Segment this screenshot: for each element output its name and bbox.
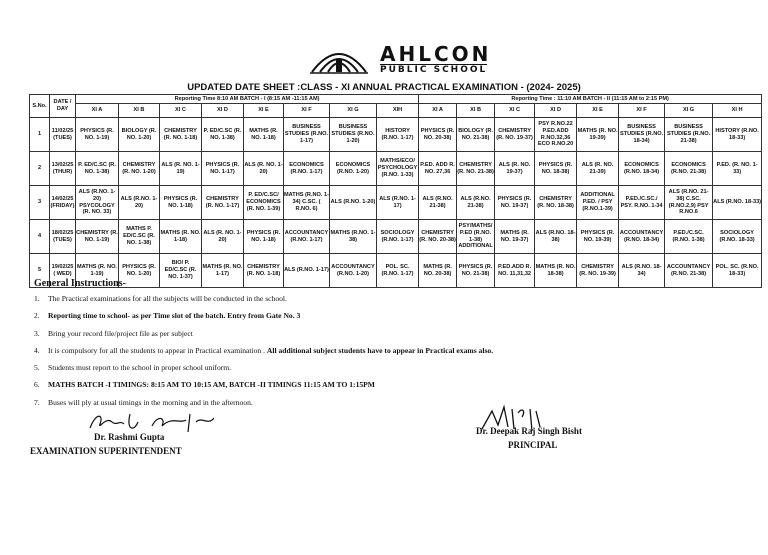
instruction-item — [34, 310, 734, 327]
superintendent-name: Dr. Rashmi Gupta — [94, 432, 165, 442]
exam-cell: CHEMISTRY (R. NO. 1-18) — [244, 254, 284, 288]
instruction-number: 2. — [34, 311, 40, 321]
exam-cell: ALS (R. NO. 1- 20) — [202, 220, 244, 254]
section-header: XI E — [244, 104, 284, 118]
section-header: XI A — [419, 104, 457, 118]
exam-cell: ALS (R.NO. 1-20) — [119, 186, 160, 220]
row-sno: 4 — [30, 220, 50, 254]
instruction-item — [34, 379, 734, 396]
instruction-text: Bring your record file/project file as per subject — [48, 328, 193, 338]
exam-cell: BUSINESS STUDIES (R.NO. 1-17) — [284, 118, 330, 152]
exam-cell: MATHS/ECO/ PSYCHOLOGY (R.NO. 1-33) — [377, 152, 419, 186]
exam-cell: ALS (R.NO. 1-20) — [330, 186, 377, 220]
exam-cell: ACCOUNTANCY (R.NO. 21-38) — [665, 254, 713, 288]
exam-cell: PHYSICS (R. NO. 19-37) — [495, 186, 535, 220]
exam-cell: PHYSICS (R. NO. 21-38) — [457, 254, 495, 288]
exam-cell: BIO/ P. ED/C.SC (R. NO. 1-37) — [160, 254, 202, 288]
exam-cell: ECONOMICS (R.NO. 1-20) — [330, 152, 377, 186]
exam-cell: P. ED/C.SC (R. NO. 1-38) — [202, 118, 244, 152]
exam-cell: PSY/MATHS/ P.ED (R.NO. 1-38) ADDITIONAL — [457, 220, 495, 254]
exam-cell: ALS (R. NO. 21-39) — [577, 152, 619, 186]
exam-cell: BUSINESS STUDIES (R.NO. 1-20) — [330, 118, 377, 152]
exam-cell: ALS (R.NO. 21-38) — [457, 186, 495, 220]
exam-cell: BIOLOGY (R. NO. 1-20) — [119, 118, 160, 152]
exam-cell: SOCIOLOGY (R.NO. 18-33) — [713, 220, 762, 254]
exam-cell: P. ED/C.SC (R. NO. 1-38) — [76, 152, 119, 186]
batch2-timing: Reporting Time : 11:10 AM BATCH - II (11:15 AM to 2:15 PM) — [419, 95, 762, 104]
exam-cell: PSY R.NO.22 P.ED.ADD R.NO.32,36 ECO R.NO.20 — [535, 118, 577, 152]
exam-cell: HISTORY (R.NO. 18-33) — [713, 118, 762, 152]
exam-cell: CHEMISTRY (R. NO. 1-19) — [76, 220, 119, 254]
exam-cell: CHEMISTRY (R. NO. 1-20) — [119, 152, 160, 186]
exam-cell: P.ED./C.SC. (R.NO. 1-38) — [665, 220, 713, 254]
exam-cell: ALS (R. NO. 19-37) — [495, 152, 535, 186]
section-header: XI D — [202, 104, 244, 118]
exam-cell: ECONOMICS (R.NO. 21-38) — [665, 152, 713, 186]
section-header: XI C — [495, 104, 535, 118]
exam-cell: MATHS (R. NO. 19-37) — [495, 220, 535, 254]
section-header: XI G — [665, 104, 713, 118]
instruction-number: 5. — [34, 363, 40, 373]
exam-cell: MATHS (R. NO. 19-39) — [577, 118, 619, 152]
exam-cell: MATHS (R. NO. 18-38) — [535, 254, 577, 288]
instruction-text: Buses will ply at usual timings in the morning and in the afternoon. — [48, 397, 253, 407]
instruction-number: 1. — [34, 294, 40, 303]
exam-cell: BUSINESS STUDIES (R.NO. 18-34) — [619, 118, 665, 152]
section-header: XI A — [76, 104, 119, 118]
instruction-item — [34, 362, 734, 379]
instruction-item — [34, 293, 734, 310]
general-instructions — [34, 278, 734, 414]
row-sno: 2 — [30, 152, 50, 186]
exam-cell: MATHS (R. NO. 20-38) — [419, 254, 457, 288]
exam-cell: ALS (R.NO. 21-38) C.SC.(R.NO.2,9) PSY R.NO.6 — [665, 186, 713, 220]
exam-cell: ECONOMICS (R.NO. 18-34) — [619, 152, 665, 186]
exam-cell: CHEMISTRY (R. NO. 19-37) — [495, 118, 535, 152]
exam-cell: PHYSICS (R. NO. 1-20) — [119, 254, 160, 288]
exam-cell: P.ED./C.SC./ PSY. R.NO. 1-34 — [619, 186, 665, 220]
exam-cell: SOCIOLOGY (R.NO. 1-17) — [377, 220, 419, 254]
row-date: 19/02/25 ( WED) — [50, 254, 76, 288]
row-sno: 3 — [30, 186, 50, 220]
row-date: 13/02/25 (THUR) — [50, 152, 76, 186]
exam-cell: CHEMISTRY (R. NO. 19-39) — [577, 254, 619, 288]
instruction-text: It is compulsory for all the students to appear in Practical examination . — [48, 345, 267, 355]
sno-header: S.No. — [30, 95, 50, 118]
exam-cell: ALS (R. NO. 1-19) — [160, 152, 202, 186]
section-header: XI F — [284, 104, 330, 118]
instruction-number: 3. — [34, 328, 40, 338]
principal-role: PRINCIPAL — [508, 440, 558, 450]
section-header: XI G — [330, 104, 377, 118]
exam-cell: P.ED. ADD R. NO. 27,36 — [419, 152, 457, 186]
row-date: 14/02/25 (FRIDAY) — [50, 186, 76, 220]
row-date: 11/02/25 (TUES) — [50, 118, 76, 152]
section-header: XI H — [713, 104, 762, 118]
exam-cell: ACCOUNTANCY (R.NO. 18-34) — [619, 220, 665, 254]
exam-cell: ALS (R.NO. 21-38) — [419, 186, 457, 220]
instructions-title: General Instructions- — [34, 278, 126, 289]
section-header: XI F — [619, 104, 665, 118]
exam-cell: PHYSICS (R. NO. 1-18) — [160, 186, 202, 220]
instruction-number: 7. — [34, 397, 40, 407]
exam-cell: ALS (R.NO. 18-34) — [619, 254, 665, 288]
school-logo — [308, 42, 370, 74]
exam-cell: CHEMISTRY (R. NO. 20-38) — [419, 220, 457, 254]
exam-cell: ALS (R. NO. 1-20) — [244, 152, 284, 186]
superintendent-signature — [86, 410, 246, 434]
table-row — [30, 186, 762, 220]
exam-cell: CHEMISTRY (R. NO. 21-38) — [457, 152, 495, 186]
instruction-bold-text: MATHS BATCH -I TIMINGS: 8:15 AM TO 10:15 AM, BATCH -II TIMINGS 11:15 AM TO 1:15PM — [48, 380, 375, 390]
instruction-text: Students must report to the school in proper school uniform. — [48, 363, 232, 373]
exam-cell: POL. SC. (R.NO. 1-17) — [377, 254, 419, 288]
principal-name: Dr. Deepak Raj Singh Bisht — [476, 426, 582, 436]
row-sno: 1 — [30, 118, 50, 152]
school-subtitle: PUBLIC SCHOOL — [380, 65, 488, 75]
exam-cell: ALS (R.NO. 18-38) — [535, 220, 577, 254]
section-header: XI B — [119, 104, 160, 118]
exam-cell: CHEMISTRY (R. NO. 1-18) — [160, 118, 202, 152]
exam-cell: ACCOUNTANCY (R.NO. 1-17) — [284, 220, 330, 254]
instruction-number: 6. — [34, 380, 40, 390]
exam-cell: HISTORY (R.NO. 1-17) — [377, 118, 419, 152]
exam-cell: MATHS P. ED/C.SC (R. NO. 1-38) — [119, 220, 160, 254]
instruction-number: 4. — [34, 345, 40, 355]
exam-cell: CHEMISTRY (R. NO. 1-17) — [202, 186, 244, 220]
table-row — [30, 220, 762, 254]
row-date: 18/02/25 (TUES) — [50, 220, 76, 254]
school-name: AHLCON — [380, 42, 492, 66]
school-header — [308, 42, 508, 76]
exam-cell: POL. SC. (R.NO. 18-33) — [713, 254, 762, 288]
section-header: XI D — [535, 104, 577, 118]
exam-cell: P.ED.ADD R. NO. 11,31,32 — [495, 254, 535, 288]
exam-cell: P. ED/C.SC/ ECONOMICS (R. NO. 1-39) — [244, 186, 284, 220]
instruction-item — [34, 345, 734, 362]
exam-cell: P.ED. (R. NO. 1-33) — [713, 152, 762, 186]
instruction-text: The Practical examinations for all the subjects will be conducted in the school. — [48, 294, 287, 303]
exam-cell: PHYSICS (R. NO. 1-17) — [202, 152, 244, 186]
exam-cell: PHYSICS (R. NO. 18-38) — [535, 152, 577, 186]
page-title: UPDATED DATE SHEET :CLASS - XI ANNUAL PRACTICAL EXAMINATION - (2024- 2025) — [187, 82, 581, 93]
section-header: XIH — [377, 104, 419, 118]
exam-cell: MATHS (R. NO. 1-19) — [76, 254, 119, 288]
exam-cell: MATHS (R.NO. 1-38) — [330, 220, 377, 254]
superintendent-role: EXAMINATION SUPERINTENDENT — [30, 446, 182, 456]
section-header: XI C — [160, 104, 202, 118]
instruction-bold-text: Reporting time to school- as per Time slot of the batch. Entry from Gate No. 3 — [48, 311, 301, 321]
exam-cell: PHYSICS (R. NO. 1-19) — [76, 118, 119, 152]
section-header: XI B — [457, 104, 495, 118]
exam-cell: ALS (R.NO. 1-20) PSYCOLOGY (R. NO. 33) — [76, 186, 119, 220]
exam-cell: BUSINESS STUDIES (R.NO. 21-38) — [665, 118, 713, 152]
date-header: DATE / DAY — [50, 95, 76, 118]
instruction-bold-text: All additional subject students have to appear in Practical exams also. — [266, 345, 494, 355]
exam-cell: ALS (R.NO. 1-17) — [377, 186, 419, 220]
section-header: XI E — [577, 104, 619, 118]
exam-cell: ADDITIONAL P.ED. / PSY (R.NO.1-39) — [577, 186, 619, 220]
exam-cell: ALS (R.NO. 18-33) — [713, 186, 762, 220]
row-sno: 5 — [30, 254, 50, 288]
exam-cell: PHYSICS (R. NO. 19-39) — [577, 220, 619, 254]
date-sheet-table — [29, 94, 762, 288]
exam-cell: ALS (R.NO. 1-17) — [284, 254, 330, 288]
exam-cell: MATHS (R. NO. 1-18) — [160, 220, 202, 254]
table-row — [30, 152, 762, 186]
instruction-item — [34, 328, 734, 345]
exam-cell: ACCOUNTANCY (R.NO. 1-20) — [330, 254, 377, 288]
exam-cell: MATHS (R. NO. 1-17) — [202, 254, 244, 288]
exam-cell: PHYSICS (R. NO. 1-18) — [244, 220, 284, 254]
exam-cell: PHYSICS (R. NO. 20-38) — [419, 118, 457, 152]
exam-cell: MATHS (R.NO. 1-34) C.SC. ( R.NO. 6) — [284, 186, 330, 220]
exam-cell: ECONOMICS (R.NO. 1-17) — [284, 152, 330, 186]
table-row — [30, 118, 762, 152]
exam-cell: CHEMISTRY (R. NO. 18-38) — [535, 186, 577, 220]
instructions-list — [34, 293, 734, 414]
batch1-timing: Reporting Time 8:10 AM BATCH - I (8:15 AM -11:15 AM) — [76, 95, 419, 104]
exam-cell: MATHS (R. NO. 1-18) — [244, 118, 284, 152]
exam-cell: BIOLOGY (R. NO. 21-38) — [457, 118, 495, 152]
